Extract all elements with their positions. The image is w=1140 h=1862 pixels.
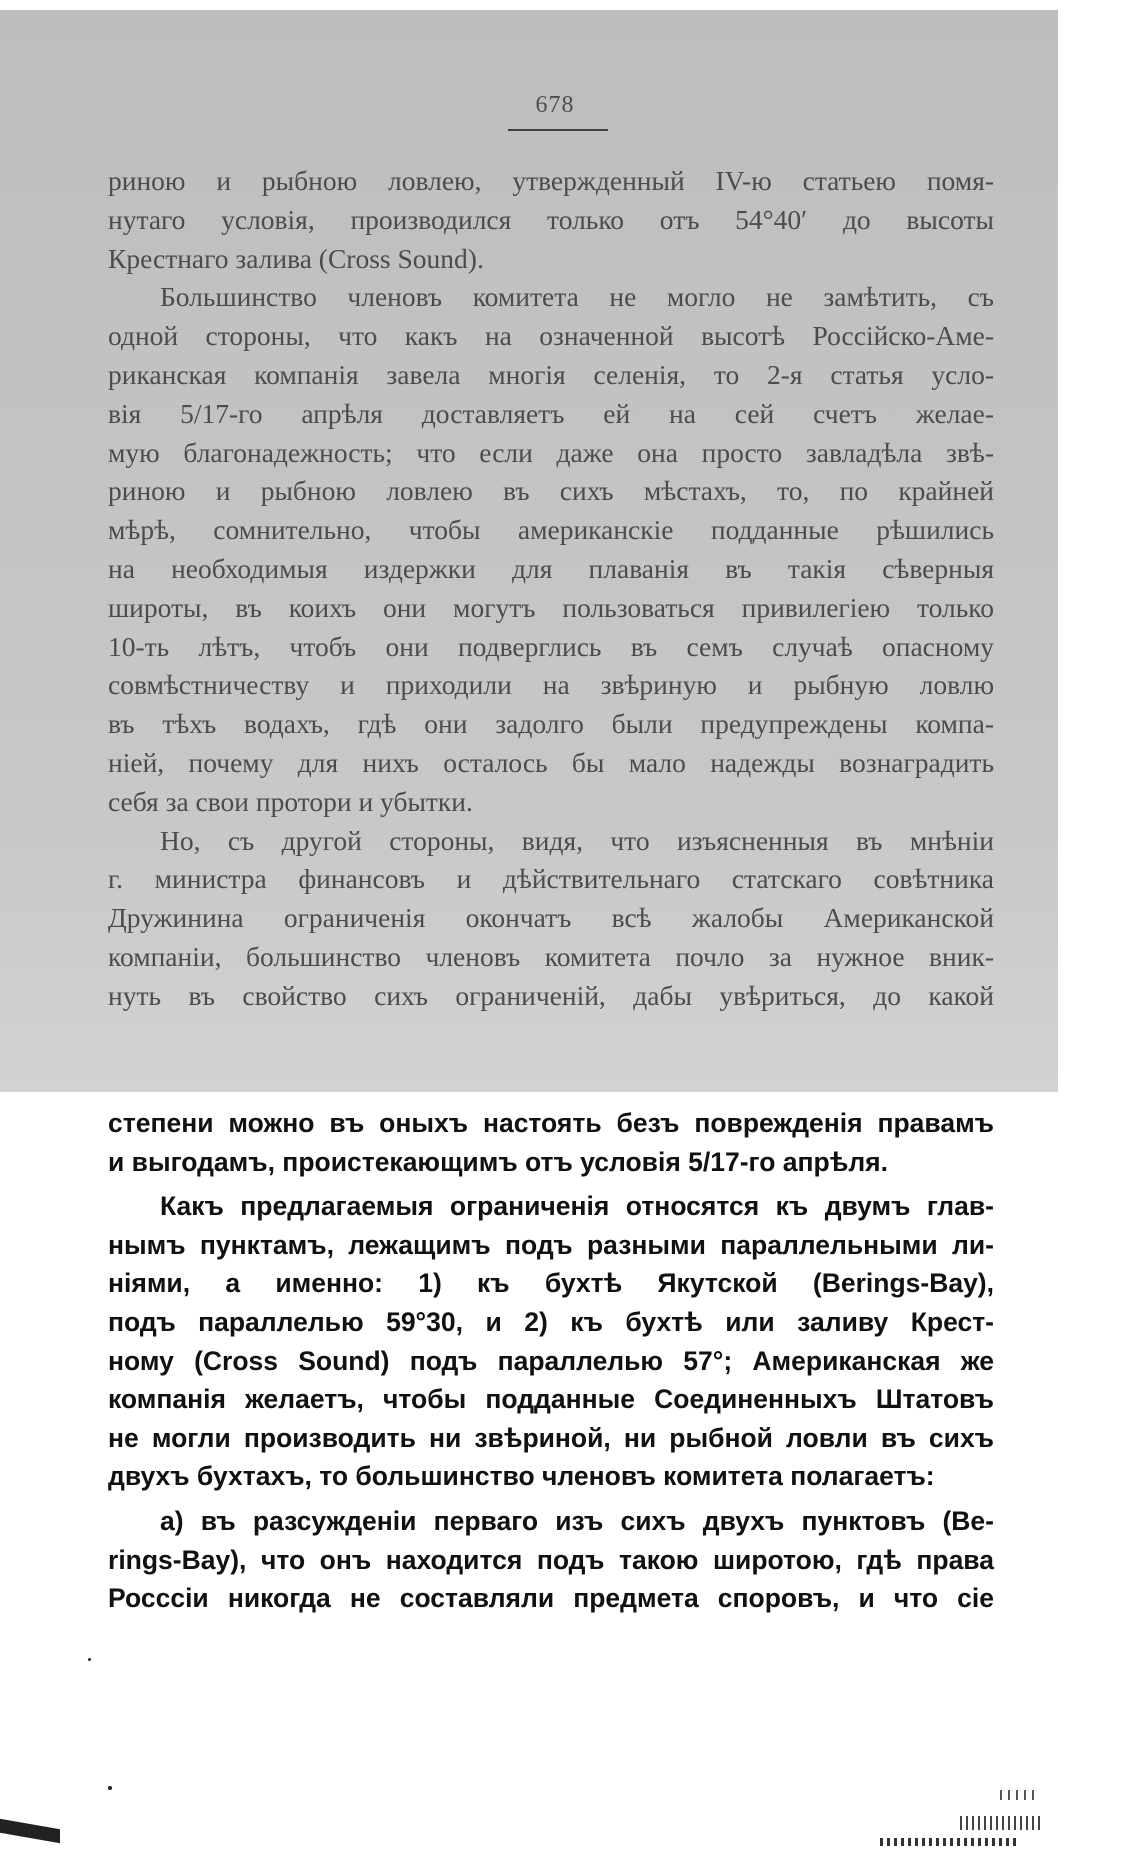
- text-line: ніей, почему для нихъ осталось бы мало надежды вознаградить: [108, 746, 994, 778]
- text-line: мѣрѣ, сомнительно, чтобы американскіе подданные рѣшились: [108, 514, 994, 546]
- text-line: въ тѣхъ водахъ, гдѣ они задолго были предупреждены компа-: [108, 708, 994, 740]
- scan-speck: [960, 1816, 1040, 1830]
- text-line: нутаго условія, производился только отъ 54°40′ до высоты: [108, 203, 994, 235]
- shaded-text-block: [108, 162, 994, 1016]
- scan-speck: [0, 1819, 60, 1844]
- text-line: двухъ бухтахъ, то большинство членовъ комитета полагаетъ:: [108, 1461, 935, 1492]
- text-line: мую благонадежность; что если даже она просто завладѣла звѣ-: [108, 436, 994, 468]
- text-line: риною и рыбною ловлею въ сихъ мѣстахъ, то, по крайней: [108, 475, 994, 507]
- text-line: не могли производить ни звѣриной, ни рыбной ловли въ сихъ: [108, 1422, 994, 1453]
- scan-speck: [1000, 1790, 1040, 1800]
- scan-speck: [88, 1658, 91, 1661]
- text-line: одной стороны, что какъ на означенной высотѣ Россійско-Аме-: [108, 320, 994, 352]
- text-line: риканская компанія завела многія селенія, то 2-я статья усло-: [108, 358, 994, 390]
- text-line: нымъ пунктамъ, лежащимъ подъ разными параллельными ли-: [108, 1229, 994, 1260]
- text-line: и выгодамъ, проистекающимъ отъ условія 5/17-го апрѣля.: [108, 1146, 889, 1177]
- text-line: Дружинина ограниченія окончатъ всѣ жалобы Американской: [108, 902, 994, 934]
- text-line: компанія желаетъ, чтобы подданные Соединенныхъ Штатовъ: [108, 1384, 994, 1415]
- text-line: риною и рыбною ловлею, утвержденный IV-ю статьею помя-: [108, 165, 994, 196]
- text-line: вія 5/17-го апрѣля доставляетъ ей на сей счетъ желае-: [108, 397, 994, 429]
- text-line: ніями, а именно: 1) къ бухтѣ Якутской (Berings-Bay),: [108, 1268, 994, 1299]
- text-line: степени можно въ оныхъ настоять безъ поврежденія правамъ: [108, 1108, 994, 1138]
- text-line: подъ параллелью 59°30, и 2) къ бухтѣ или заливу Крест-: [108, 1306, 994, 1337]
- text-line: Крестнаго залива (Cross Sound).: [108, 242, 484, 274]
- text-line: компаніи, большинство членовъ комитета почло за нужное вник-: [108, 940, 994, 972]
- text-line: Росссіи никогда не составляли предмета споровъ, и что сіе: [108, 1583, 994, 1614]
- text-line: а) въ разсужденіи перваго изъ сихъ двухъ пунктовъ (Be-: [160, 1505, 994, 1536]
- text-line: себя за свои протори и убытки.: [108, 785, 473, 817]
- scan-speck: [880, 1838, 1020, 1846]
- scan-speck: [108, 1786, 112, 1790]
- text-line: ному (Cross Sound) подъ параллелью 57°; Американская же: [108, 1345, 994, 1376]
- page-number: 678: [535, 92, 575, 118]
- text-line: Какъ предлагаемыя ограниченія относятся къ двумъ глав-: [160, 1191, 994, 1222]
- text-line: широты, въ коихъ они могутъ пользоваться привилегіею только: [108, 591, 994, 623]
- text-line: 10-ть лѣтъ, чтобъ они подверглись въ семъ случаѣ опасному: [108, 630, 994, 662]
- page-number-rule: [508, 129, 608, 131]
- text-line: rings-Bay), что онъ находится подъ такою широтою, гдѣ права: [108, 1544, 994, 1575]
- text-line: нуть въ свойство сихъ ограниченій, дабы увѣриться, до какой: [108, 979, 994, 1011]
- clear-text-block: [108, 1104, 994, 1618]
- text-line: г. министра финансовъ и дѣйствительнаго статскаго совѣтника: [108, 863, 994, 895]
- text-line: Большинство членовъ комитета не могло не замѣтить, съ: [160, 281, 994, 313]
- text-line: Но, съ другой стороны, видя, что изъясненныя въ мнѣніи: [160, 824, 994, 856]
- text-line: совмѣстничеству и приходили на звѣриную и рыбную ловлю: [108, 669, 994, 701]
- text-line: на необходимыя издержки для плаванія въ такія сѣверныя: [108, 552, 994, 584]
